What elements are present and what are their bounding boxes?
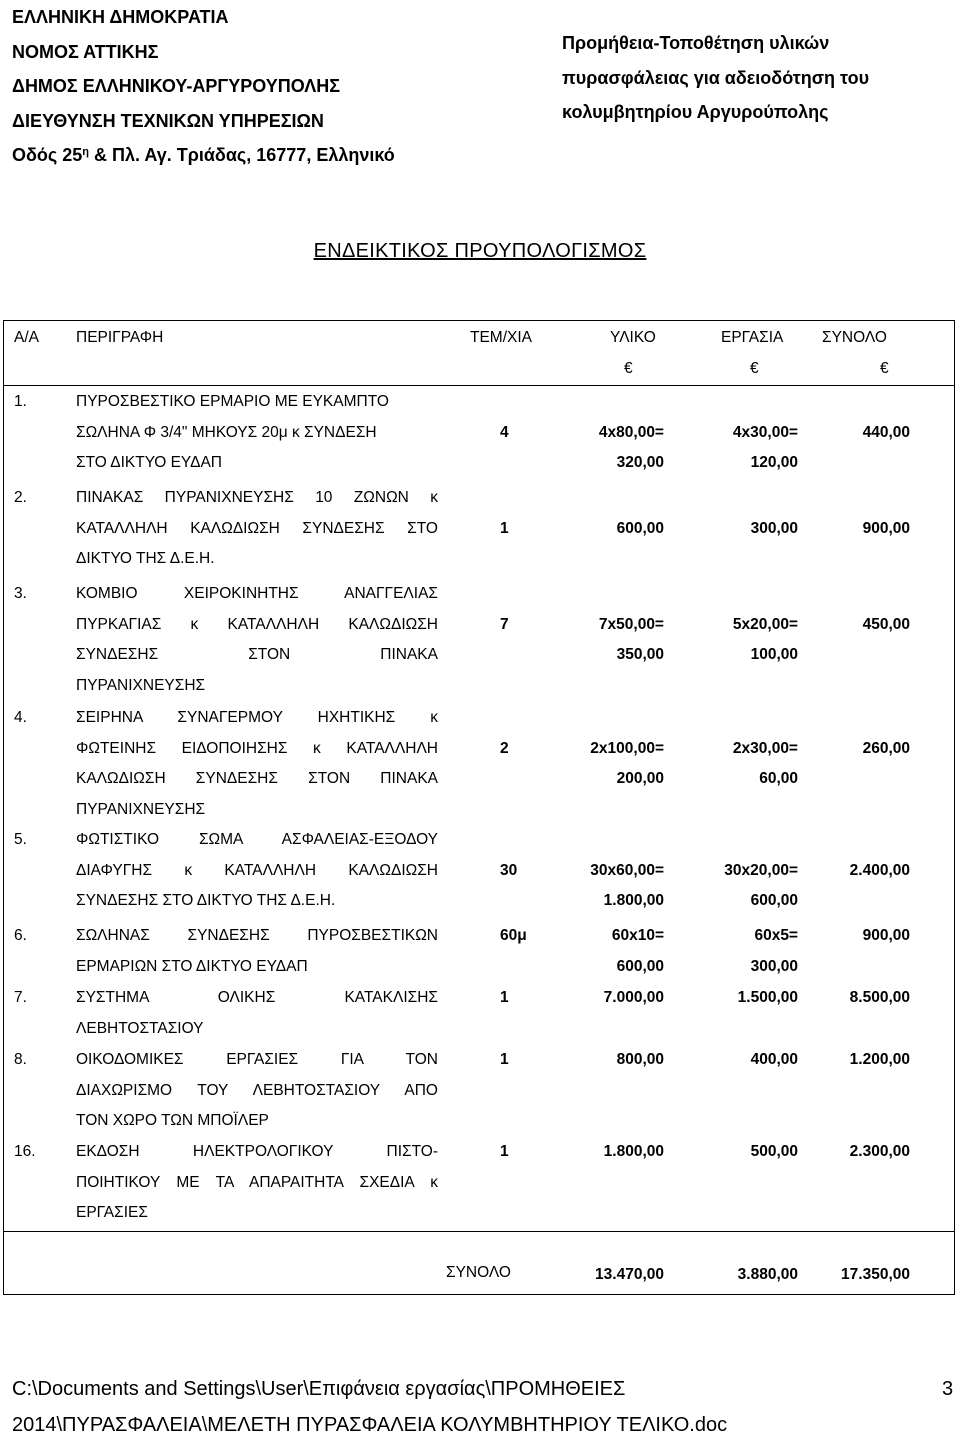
- row-labor: 300,00: [750, 957, 798, 975]
- row-quantity: 4: [500, 423, 509, 441]
- row-labor: 2x30,00=: [732, 739, 798, 757]
- summary-material: 13.470,00: [595, 1266, 664, 1283]
- row-description-line: ΣΥΣΤΗΜΑ ΟΛΙΚΗΣ ΚΑΤΑΚΛΙΣΗΣ: [76, 989, 438, 1006]
- header-line: ΔΗΜΟΣ ΕΛΛΗΝΙΚΟΥ-ΑΡΓΥΡΟΥΠΟΛΗΣ: [12, 76, 341, 96]
- row-number: 4.: [14, 709, 27, 726]
- header-labor: ΕΡΓΑΣΙΑ: [721, 329, 784, 346]
- project-title-line: Προμήθεια-Τοποθέτηση υλικών: [562, 33, 830, 53]
- row-total: 450,00: [862, 615, 910, 633]
- page-number: 3: [942, 1378, 954, 1400]
- row-number: 2.: [14, 489, 27, 506]
- row-number: 7.: [14, 989, 27, 1006]
- row-description-line: ΚΑΤΑΛΛΗΛΗ ΚΑΛΩΔΙΩΣΗ ΣΥΝΔΕΣΗΣ ΣΤΟ: [76, 519, 438, 537]
- row-material: 7x50,00=: [598, 615, 664, 633]
- row-material: 200,00: [616, 770, 664, 787]
- row-labor: 100,00: [750, 646, 798, 663]
- row-quantity: 30: [500, 861, 518, 879]
- row-description-line: ΠΥΡΑΝΙΧΝΕΥΣΗΣ: [76, 800, 206, 818]
- footer-path-line-2: 2014\ΠΥΡΑΣΦΑΛΕΙΑ\ΜΕΛΕΤΗ ΠΥΡΑΣΦΑΛΕΙΑ ΚΟΛΥΜΒΗΤΗΡΙΟΥ ΤΕΛΙΚΟ.doc: [12, 1414, 728, 1436]
- header-description: ΠΕΡΙΓΡΑΦΗ: [76, 329, 164, 346]
- header-line: ΕΛΛΗΝΙΚΗ ΔΗΜΟΚΡΑΤΙΑ: [12, 7, 229, 27]
- currency-total: €: [880, 360, 889, 377]
- row-description-line: ΕΡΜΑΡΙΩΝ ΣΤΟ ΔΙΚΤΥΟ ΕΥΔΑΠ: [76, 957, 308, 975]
- row-labor: 500,00: [750, 1143, 798, 1160]
- header-right: [562, 26, 869, 130]
- project-title-line: κολυμβητηρίου Αργυρούπολης: [562, 102, 829, 122]
- header-material: ΥΛΙΚΟ: [610, 329, 656, 346]
- summary-total: 17.350,00: [841, 1266, 910, 1283]
- row-description-line: ΣΤΟ ΔΙΚΤΥΟ ΕΥΔΑΠ: [76, 454, 222, 471]
- row-description-line: ΣΩΛΗΝΑ Φ 3/4" ΜΗΚΟΥΣ 20μ κ ΣΥΝΔΕΣΗ: [76, 423, 377, 441]
- row-material: 1.800,00: [603, 1143, 664, 1160]
- row-quantity: 2: [500, 739, 509, 757]
- row-description-line: ΠΥΡΚΑΓΙΑΣ κ ΚΑΤΑΛΛΗΛΗ ΚΑΛΩΔΙΩΣΗ: [76, 615, 438, 633]
- row-number: 1.: [14, 393, 27, 410]
- row-description-line: ΔΙΚΤΥΟ ΤΗΣ Δ.Ε.Η.: [76, 550, 215, 567]
- row-quantity: 7: [500, 615, 509, 633]
- row-description-line: ΚΑΛΩΔΙΩΣΗ ΣΥΝΔΕΣΗΣ ΣΤΟΝ ΠΙΝΑΚΑ: [76, 770, 438, 787]
- row-material: 600,00: [616, 957, 664, 975]
- row-material: 800,00: [616, 1051, 664, 1068]
- row-description-line: ΣΕΙΡΗΝΑ ΣΥΝΑΓΕΡΜΟΥ ΗΧΗΤΙΚΗΣ κ: [76, 709, 438, 726]
- budget-table: [3, 320, 955, 1295]
- row-quantity: 1: [500, 519, 509, 537]
- row-total: 8.500,00: [849, 989, 910, 1006]
- currency-material: €: [624, 360, 633, 377]
- row-material: 320,00: [616, 454, 664, 471]
- address-post: & Πλ. Αγ. Τριάδας, 16777, Ελληνικό: [89, 145, 395, 165]
- row-description-line: ΚΟΜΒΙΟ ΧΕΙΡΟΚΙΝΗΤΗΣ ΑΝΑΓΓΕΛΙΑΣ: [76, 585, 438, 602]
- header-aa: Α/Α: [14, 329, 39, 346]
- row-material: 350,00: [616, 646, 664, 663]
- row-description-line: ΠΟΙΗΤΙΚΟΥ ΜΕ ΤΑ ΑΠΑΡΑΙΤΗΤΑ ΣΧΕΔΙΑ κ: [76, 1173, 438, 1191]
- row-number: 8.: [14, 1051, 27, 1068]
- row-quantity: 60μ: [500, 927, 527, 944]
- row-material: 7.000,00: [603, 989, 664, 1006]
- row-material: 2x100,00=: [590, 739, 664, 757]
- row-description-line: ΠΥΡΟΣΒΕΣΤΙΚΟ ΕΡΜΑΡΙΟ ΜΕ ΕΥΚΑΜΠΤΟ: [76, 393, 389, 410]
- row-labor: 5x20,00=: [732, 615, 798, 633]
- row-number: 5.: [14, 831, 27, 848]
- header-divider: [4, 385, 954, 386]
- row-quantity: 1: [500, 1143, 509, 1160]
- row-description-line: ΣΩΛΗΝΑΣ ΣΥΝΔΕΣΗΣ ΠΥΡΟΣΒΕΣΤΙΚΩΝ: [76, 927, 438, 944]
- row-labor: 60x5=: [754, 927, 798, 944]
- row-total: 2.300,00: [849, 1143, 910, 1160]
- row-description-line: ΦΩΤΙΣΤΙΚΟ ΣΩΜΑ ΑΣΦΑΛΕΙΑΣ-ΕΞΟΔΟΥ: [76, 831, 438, 848]
- header-line: ΝΟΜΟΣ ΑΤΤΙΚΗΣ: [12, 41, 159, 62]
- project-title-line: πυρασφάλειας για αδειοδότηση του: [562, 67, 870, 88]
- address-pre: Οδός 25: [12, 145, 83, 165]
- row-description-line: ΣΥΝΔΕΣΗΣ ΣΤΟ ΔΙΚΤΥΟ ΤΗΣ Δ.Ε.Η.: [76, 892, 336, 909]
- row-labor: 120,00: [750, 454, 798, 471]
- footer-path-line-1: C:\Documents and Settings\User\Επιφάνεια εργασίας\ΠΡΟΜΗΘΕΙΕΣ: [12, 1378, 626, 1400]
- summary-divider: [4, 1231, 954, 1232]
- summary-label: ΣΥΝΟΛΟ: [446, 1264, 511, 1281]
- row-material: 60x10=: [611, 927, 664, 944]
- row-total: 440,00: [862, 423, 910, 441]
- header-quantity: ΤΕΜ/ΧΙΑ: [470, 329, 533, 346]
- row-description-line: ΕΡΓΑΣΙΕΣ: [76, 1204, 148, 1221]
- row-number: 16.: [14, 1143, 36, 1160]
- row-description-line: ΤΟΝ ΧΩΡΟ ΤΩΝ ΜΠΟΪΛΕΡ: [76, 1112, 269, 1129]
- row-total: 260,00: [862, 739, 910, 757]
- currency-labor: €: [750, 360, 759, 377]
- row-number: 6.: [14, 927, 27, 944]
- row-quantity: 1: [500, 989, 509, 1006]
- row-total: 900,00: [862, 519, 910, 537]
- row-description-line: ΔΙΑΧΩΡΙΣΜΟ ΤΟΥ ΛΕΒΗΤΟΣΤΑΣΙΟΥ ΑΠΟ: [76, 1081, 438, 1099]
- header-left: [12, 0, 395, 173]
- row-labor: 30x20,00=: [724, 861, 798, 879]
- row-material: 600,00: [616, 519, 664, 537]
- row-description-line: ΠΙΝΑΚΑΣ ΠΥΡΑΝΙΧΝΕΥΣΗΣ 10 ΖΩΝΩΝ κ: [76, 489, 438, 506]
- row-description-line: ΟΙΚΟΔΟΜΙΚΕΣ ΕΡΓΑΣΙΕΣ ΓΙΑ ΤΟΝ: [76, 1051, 438, 1068]
- row-description-line: ΔΙΑΦΥΓΗΣ κ ΚΑΤΑΛΛΗΛΗ ΚΑΛΩΔΙΩΣΗ: [76, 861, 438, 879]
- header-total: ΣΥΝΟΛΟ: [822, 329, 887, 346]
- row-description-line: ΠΥΡΑΝΙΧΝΕΥΣΗΣ: [76, 676, 206, 694]
- row-material: 30x60,00=: [590, 861, 664, 879]
- address-line: [12, 138, 395, 173]
- row-description-line: ΛΕΒΗΤΟΣΤΑΣΙΟΥ: [76, 1019, 204, 1037]
- row-material: 1.800,00: [603, 892, 664, 909]
- row-description-line: ΣΥΝΔΕΣΗΣ ΣΤΟΝ ΠΙΝΑΚΑ: [76, 646, 438, 663]
- row-labor: 4x30,00=: [732, 423, 798, 441]
- row-total: 1.200,00: [849, 1051, 910, 1068]
- row-description-line: ΦΩΤΕΙΝΗΣ ΕΙΔΟΠΟΙΗΣΗΣ κ ΚΑΤΑΛΛΗΛΗ: [76, 739, 438, 757]
- row-total: 2.400,00: [849, 861, 910, 879]
- row-labor: 400,00: [750, 1051, 798, 1068]
- row-description-line: ΕΚΔΟΣΗ ΗΛΕΚΤΡΟΛΟΓΙΚΟΥ ΠΙΣΤΟ-: [76, 1143, 438, 1160]
- row-material: 4x80,00=: [598, 423, 664, 441]
- row-number: 3.: [14, 585, 27, 602]
- row-labor: 600,00: [750, 892, 798, 909]
- row-labor: 60,00: [759, 770, 798, 787]
- row-labor: 300,00: [750, 519, 798, 537]
- header-line: ΔΙΕΥΘΥΝΣΗ ΤΕΧΝΙΚΩΝ ΥΠΗΡΕΣΙΩΝ: [12, 110, 324, 131]
- row-quantity: 1: [500, 1051, 509, 1068]
- summary-labor: 3.880,00: [737, 1266, 798, 1283]
- row-total: 900,00: [862, 927, 910, 944]
- document-title: ΕΝΔΕΙΚΤΙΚΟΣ ΠΡΟΥΠΟΛΟΓΙΣΜΟΣ: [313, 240, 647, 262]
- row-labor: 1.500,00: [737, 989, 798, 1006]
- address-sup: η: [82, 146, 90, 158]
